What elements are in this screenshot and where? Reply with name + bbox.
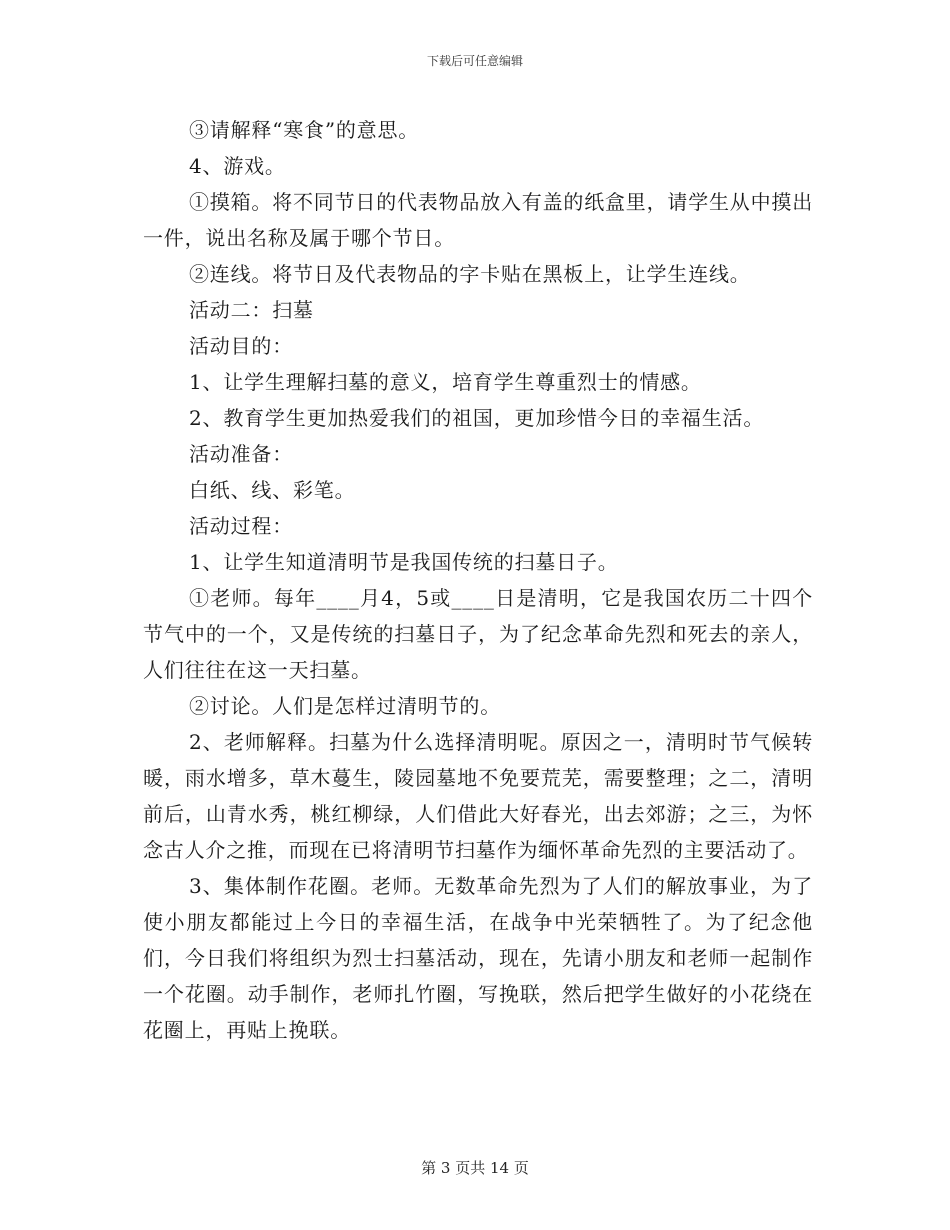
paragraph-touch-box: ①摸箱。将不同节日的代表物品放入有盖的纸盒里，请学生从中摸出一件，说出名称及属于哪个节日。 (143, 190, 813, 250)
document-body (143, 112, 813, 1048)
paragraph-make-wreath: 3、集体制作花圈。老师。无数革命先烈为了人们的解放事业，为了使小朋友都能过上今日的幸福生活，在战争中光荣牺牲了。为了纪念他们，今日我们将组织为烈士扫墓活动，现在，先请小朋友和老师一起制作一个花圈。动手制作，老师扎竹圈，写挽联，然后把学生做好的小花绕在花圈上，再贴上挽联。 (143, 874, 813, 1042)
paragraph-teacher-intro: ①老师。每年____月4，5或____日是清明，它是我国农历二十四个节气中的一个，又是传统的扫墓日子，为了纪念革命先烈和死去的亲人，人们往往在这一天扫墓。 (143, 586, 813, 682)
paragraph-activity-two-title: 活动二：扫墓 (189, 298, 314, 322)
paragraph-process-one: 1、让学生知道清明节是我国传统的扫墓日子。 (189, 550, 619, 574)
paragraph-activity-goal-heading: 活动目的： (189, 334, 293, 358)
paragraph-preparation-heading: 活动准备： (189, 442, 293, 466)
paragraph-teacher-explains: 2、老师解释。扫墓为什么选择清明呢。原因之一，清明时节气候转暖，雨水增多，草木蔓生，陵园墓地不免要荒芜，需要整理；之二，清明前后，山青水秀，桃红柳绿，人们借此大好春光，出去郊游；之三，为怀念古人介之推，而现在已将清明节扫墓作为缅怀革命先烈的主要活动了。 (143, 730, 813, 862)
paragraph-discussion: ②讨论。人们是怎样过清明节的。 (189, 694, 501, 718)
paragraph-materials: 白纸、线、彩笔。 (189, 478, 356, 502)
paragraph-game-heading: 4、游戏。 (189, 154, 286, 178)
page-header: 下载后可任意编辑 (426, 54, 523, 68)
paragraph-matching: ②连线。将节日及代表物品的字卡贴在黑板上，让学生连线。 (189, 262, 751, 286)
paragraph-goal-one: 1、让学生理解扫墓的意义，培育学生尊重烈士的情感。 (189, 370, 702, 394)
paragraph-goal-two: 2、教育学生更加热爱我们的祖国，更加珍惜今日的幸福生活。 (189, 406, 765, 430)
paragraph-process-heading: 活动过程： (189, 514, 293, 538)
paragraph-explain-hanshi: ③请解释“寒食”的意思。 (189, 118, 420, 142)
page-footer: 第 3 页共 14 页 (421, 1159, 529, 1177)
